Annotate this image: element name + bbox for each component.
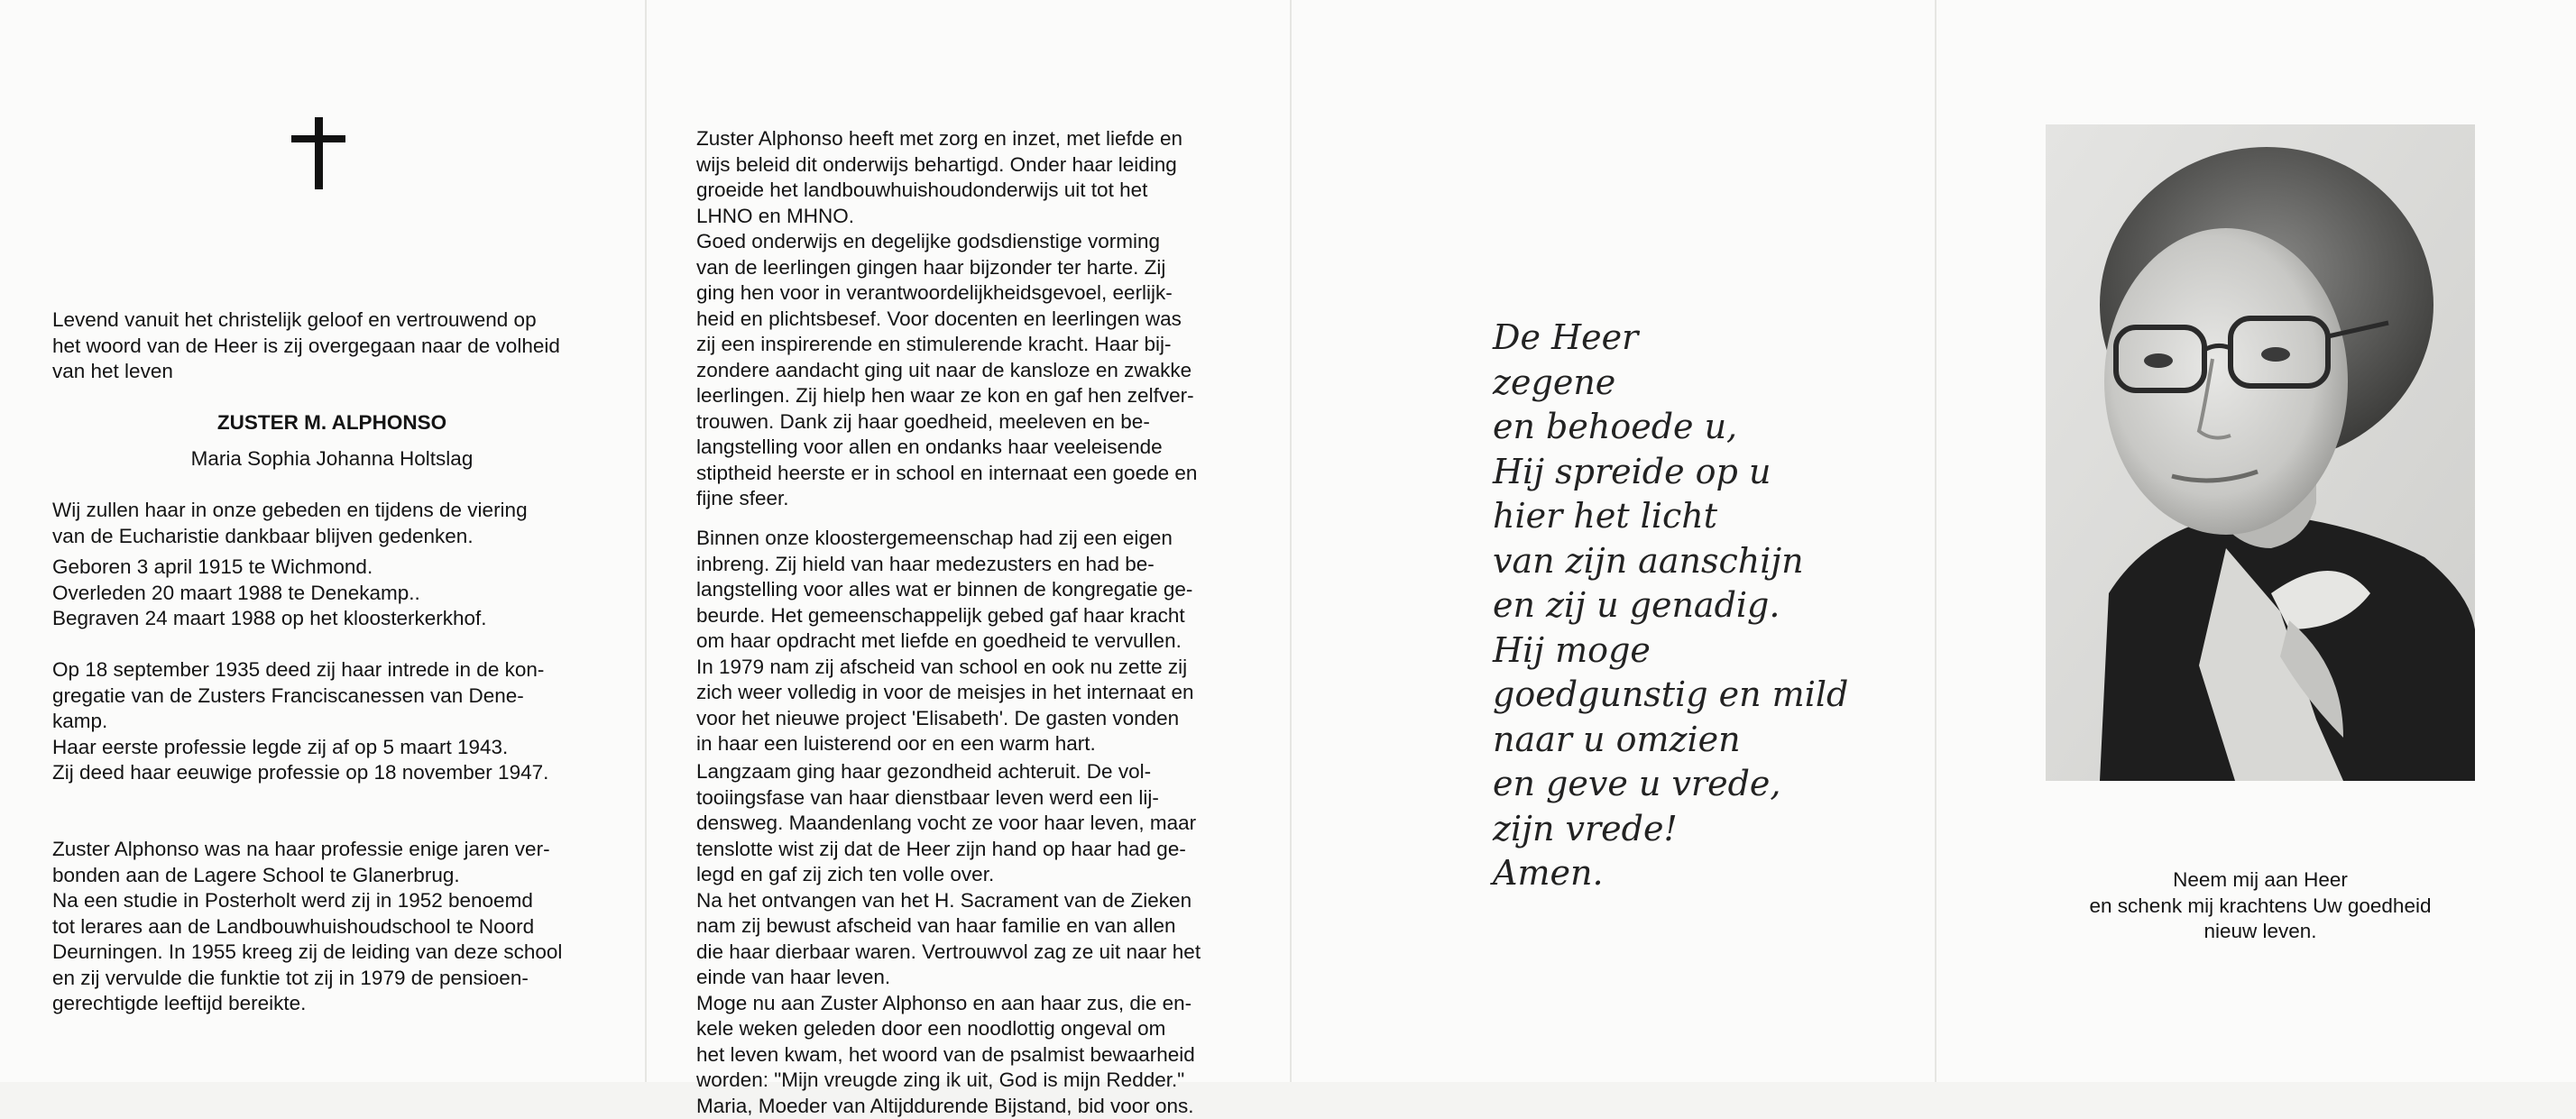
text-line: fijne sfeer. [696, 486, 1245, 512]
text-line: Haar eerste professie legde zij af op 5 maart 1943. [52, 735, 612, 761]
caption-line: nieuw leven. [2046, 919, 2475, 945]
deceased-full-name: Maria Sophia Johanna Holtslag [52, 446, 612, 472]
fold-line [645, 0, 647, 1082]
poem-line: goedgunstig en mild [1493, 673, 1848, 718]
poem-line: Amen. [1493, 851, 1848, 896]
poem-line: van zijn aanschijn [1493, 539, 1848, 584]
text-line: In 1979 nam zij afscheid van school en ook nu zette zij [696, 655, 1245, 681]
text-line: kamp. [52, 709, 612, 735]
text-line: legd en gaf zij zich ten volle over. [696, 862, 1245, 888]
text-line: einde van haar leven. [696, 965, 1245, 991]
profession-text [52, 657, 612, 786]
life-dates [52, 555, 612, 632]
text-line: Wij zullen haar in onze gebeden en tijdens de viering [52, 498, 612, 524]
deceased-name: ZUSTER M. ALPHONSO [52, 410, 612, 436]
intro-text [52, 307, 612, 385]
text-line: om haar opdracht met liefde en goedheid te vervullen. [696, 628, 1245, 655]
text-line: gerechtigde leeftijd bereikte. [52, 991, 612, 1017]
text-line: van het leven [52, 359, 612, 385]
text-line: het woord van de Heer is zij overgegaan naar de volheid [52, 334, 612, 360]
burial-line: Begraven 24 maart 1988 op het kloosterkerkhof. [52, 606, 612, 632]
text-line: Zij deed haar eeuwige professie op 18 november 1947. [52, 760, 612, 786]
paragraph-community [696, 526, 1245, 757]
text-line: leerlingen. Zij hielp hen waar ze kon en gaf hen zelfver- [696, 383, 1245, 409]
text-line: Langzaam ging haar gezondheid achteruit. De vol- [696, 759, 1245, 785]
text-line: en zij vervulde die funktie tot zij in 1979 de pensioen- [52, 966, 612, 992]
text-line: Op 18 september 1935 deed zij haar intrede in de kon- [52, 657, 612, 683]
poem-line: zegene [1493, 361, 1848, 406]
caption-line: en schenk mij krachtens Uw goedheid [2046, 894, 2475, 920]
text-line: Binnen onze kloostergemeenschap had zij een eigen [696, 526, 1245, 552]
poem-line: en geve u vrede, [1493, 762, 1848, 807]
fold-line [1935, 0, 1937, 1082]
poem-line: naar u omzien [1493, 718, 1848, 763]
text-line: tooiingsfase van haar dienstbaar leven werd een lij- [696, 785, 1245, 812]
cross-icon [291, 117, 345, 189]
text-line: van de leerlingen gingen haar bijzonder ter harte. Zij [696, 255, 1245, 281]
poem-line: hier het licht [1493, 494, 1848, 539]
text-line: groeide het landbouwhuishoudonderwijs uit tot het [696, 178, 1245, 204]
text-line: trouwen. Dank zij haar goedheid, meeleven en be- [696, 409, 1245, 436]
text-line: Zuster Alphonso was na haar professie enige jaren ver- [52, 837, 612, 863]
text-line: zondere aandacht ging uit naar de kansloze en zwakke [696, 358, 1245, 384]
text-line: tenslotte wist zij dat de Heer zijn hand op haar had ge- [696, 837, 1245, 863]
text-line: Maria, Moeder van Altijddurende Bijstand, bid voor ons. [696, 1094, 1245, 1119]
text-line: Levend vanuit het christelijk geloof en vertrouwend op [52, 307, 612, 334]
poem-line: en zij u genadig. [1493, 583, 1848, 628]
caption-line: Neem mij aan Heer [2046, 867, 2475, 894]
text-line: bonden aan de Lagere School te Glanerbrug. [52, 863, 612, 889]
text-line: stiptheid heerste er in school en internaat een goede en [696, 461, 1245, 487]
poem-line: De Heer [1493, 316, 1848, 361]
text-line: nam zij bewust afscheid van haar familie en van allen [696, 913, 1245, 940]
birth-line: Geboren 3 april 1915 te Wichmond. [52, 555, 612, 581]
photo-caption [2046, 867, 2475, 945]
text-line: gregatie van de Zusters Franciscanessen van Dene- [52, 683, 612, 710]
blessing-poem [1493, 316, 1848, 896]
poem-line: Hij spreide op u [1493, 450, 1848, 495]
portrait-photo [2046, 124, 2475, 781]
text-line: ging hen voor in verantwoordelijkheidsgevoel, eerlijk- [696, 280, 1245, 307]
poem-line: en behoede u, [1493, 405, 1848, 450]
text-line: Zuster Alphonso heeft met zorg en inzet, met liefde en [696, 126, 1245, 152]
text-line: zij een inspirerende en stimulerende kracht. Haar bij- [696, 332, 1245, 358]
text-line: zich weer volledig in voor de meisjes in het internaat en [696, 680, 1245, 706]
poem-line: Hij moge [1493, 628, 1848, 674]
text-line: Na een studie in Posterholt werd zij in 1952 benoemd [52, 888, 612, 914]
paragraph-education [696, 126, 1245, 512]
text-line: worden: "Mijn vreugde zing ik uit, God is mijn Redder." [696, 1068, 1245, 1094]
text-line: tot lerares aan de Landbouwhuishoudschool te Noord [52, 914, 612, 940]
text-line: in haar een luisterend oor en een warm hart. [696, 731, 1245, 757]
text-line: wijs beleid dit onderwijs behartigd. Onder haar leiding [696, 152, 1245, 179]
prayer-text [52, 498, 612, 549]
death-line: Overleden 20 maart 1988 te Denekamp.. [52, 581, 612, 607]
paragraph-illness [696, 759, 1245, 1119]
text-line: langstelling voor alles wat er binnen de kongregatie ge- [696, 577, 1245, 603]
text-line: beurde. Het gemeenschappelijk gebed gaf haar kracht [696, 603, 1245, 629]
text-line: Na het ontvangen van het H. Sacrament van de Zieken [696, 888, 1245, 914]
fold-line [1290, 0, 1292, 1082]
text-line: densweg. Maandenlang vocht ze voor haar leven, maar [696, 811, 1245, 837]
text-line: heid en plichtsbesef. Voor docenten en leerlingen was [696, 307, 1245, 333]
career-text [52, 837, 612, 1017]
text-line: het leven kwam, het woord van de psalmist bewaarheid [696, 1042, 1245, 1069]
text-line: LHNO en MHNO. [696, 204, 1245, 230]
text-line: Deurningen. In 1955 kreeg zij de leiding van deze school [52, 940, 612, 966]
text-line: voor het nieuwe project 'Elisabeth'. De gasten vonden [696, 706, 1245, 732]
text-line: Moge nu aan Zuster Alphonso en aan haar zus, die en- [696, 991, 1245, 1017]
poem-line: zijn vrede! [1493, 807, 1848, 852]
text-line: inbreng. Zij hield van haar medezusters en had be- [696, 552, 1245, 578]
text-line: langstelling voor allen en ondanks haar veeleisende [696, 435, 1245, 461]
text-line: die haar dierbaar waren. Vertrouwvol zag ze uit naar het [696, 940, 1245, 966]
text-line: kele weken geleden door een noodlottig ongeval om [696, 1016, 1245, 1042]
text-line: van de Eucharistie dankbaar blijven gedenken. [52, 524, 612, 550]
text-line: Goed onderwijs en degelijke godsdienstige vorming [696, 229, 1245, 255]
